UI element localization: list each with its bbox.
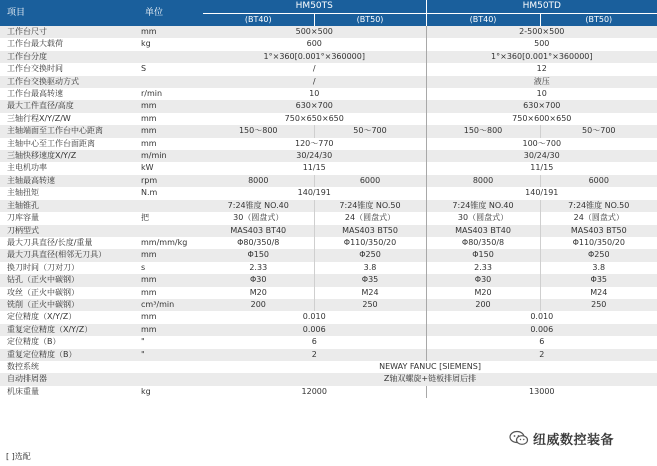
spec-name: 工作台交换驱动方式 — [0, 76, 138, 88]
spec-unit: mm — [138, 113, 203, 125]
spec-unit: mm — [138, 249, 203, 261]
spec-name: 最大刀具直径/长度/重量 — [0, 237, 138, 249]
spec-unit: kW — [138, 162, 203, 174]
spec-row — [0, 262, 657, 274]
spec-name: 攻丝（正火中碳钢） — [0, 287, 138, 299]
spec-unit — [138, 76, 203, 88]
spec-name: 工作台交换时间 — [0, 63, 138, 75]
spec-unit: mm — [138, 324, 203, 336]
spec-unit: " — [138, 336, 203, 348]
spec-name: 主轴端面至工作台中心距离 — [0, 125, 138, 137]
spec-value: 3.8 — [540, 262, 657, 274]
spec-row — [0, 373, 657, 385]
spec-value: Φ80/350/8 — [203, 237, 314, 249]
spec-value: Φ30 — [426, 274, 540, 286]
spec-row — [0, 274, 657, 286]
spec-value: 100～700 — [426, 138, 657, 150]
spec-value: 2-500×500 — [426, 26, 657, 38]
spec-unit: " — [138, 349, 203, 361]
spec-value: 3.8 — [314, 262, 426, 274]
spec-value: 12000 — [203, 386, 426, 398]
header-model-hm50td: HM50TD — [426, 0, 657, 14]
spec-value: M20 — [426, 287, 540, 299]
spec-value: 10 — [203, 88, 426, 100]
spec-value: 500×500 — [203, 26, 426, 38]
spec-name: 主轴最高转速 — [0, 175, 138, 187]
spec-name: 主轴扭矩 — [0, 187, 138, 199]
spec-unit: s — [138, 262, 203, 274]
spec-value: 液压 — [426, 76, 657, 88]
spec-value: 50～700 — [314, 125, 426, 137]
spec-unit: mm — [138, 311, 203, 323]
spec-row — [0, 88, 657, 100]
spec-name: 换刀时间（刀对刀） — [0, 262, 138, 274]
spec-value: 250 — [540, 299, 657, 311]
spec-row — [0, 287, 657, 299]
spec-name: 定位精度（X/Y/Z） — [0, 311, 138, 323]
spec-value: 200 — [426, 299, 540, 311]
spec-row — [0, 361, 657, 373]
spec-value: 11/15 — [426, 162, 657, 174]
spec-value: 8000 — [426, 175, 540, 187]
spec-value: 50～700 — [540, 125, 657, 137]
spec-row — [0, 113, 657, 125]
spec-value: M24 — [540, 287, 657, 299]
spec-value: 24（圆盘式） — [314, 212, 426, 224]
spec-name: 数控系统 — [0, 361, 138, 373]
spec-value: 750×650×650 — [203, 113, 426, 125]
spec-name: 工作台最大载荷 — [0, 38, 138, 50]
spec-row — [0, 212, 657, 224]
spec-value: / — [203, 63, 426, 75]
spec-name: 三轴快移速度X/Y/Z — [0, 150, 138, 162]
spec-value: 0.010 — [426, 311, 657, 323]
spec-value: 10 — [426, 88, 657, 100]
spec-value: 7:24锥度 NO.50 — [314, 200, 426, 212]
header-item: 项目 — [0, 0, 138, 26]
spec-value: Φ110/350/20 — [314, 237, 426, 249]
spec-unit: mm/mm/kg — [138, 237, 203, 249]
spec-value: 30/24/30 — [426, 150, 657, 162]
spec-value: / — [203, 76, 426, 88]
spec-name: 重复定位精度（B） — [0, 349, 138, 361]
spec-value: 6000 — [540, 175, 657, 187]
spec-value: 750×600×650 — [426, 113, 657, 125]
spec-unit: mm — [138, 138, 203, 150]
spec-value: Φ35 — [314, 274, 426, 286]
spec-name: 主轴锥孔 — [0, 200, 138, 212]
spec-value: 0.006 — [426, 324, 657, 336]
spec-name: 铣削（正火中碳钢） — [0, 299, 138, 311]
header-model-hm50ts: HM50TS — [203, 0, 426, 14]
spec-row — [0, 125, 657, 137]
spec-name: 工作台最高转速 — [0, 88, 138, 100]
spec-value: Φ80/350/8 — [426, 237, 540, 249]
spec-unit: rpm — [138, 175, 203, 187]
spec-value: 150～800 — [203, 125, 314, 137]
spec-name: 重复定位精度（X/Y/Z） — [0, 324, 138, 336]
spec-table-body — [0, 26, 657, 398]
spec-value: Φ35 — [540, 274, 657, 286]
spec-value: 250 — [314, 299, 426, 311]
spec-row — [0, 299, 657, 311]
spec-value: M24 — [314, 287, 426, 299]
spec-unit — [138, 225, 203, 237]
spec-row — [0, 237, 657, 249]
spec-name: 定位精度（B） — [0, 336, 138, 348]
spec-value: 6 — [426, 336, 657, 348]
spec-name: 钻孔（正火中碳钢） — [0, 274, 138, 286]
spec-value: 2 — [203, 349, 426, 361]
spec-value: 7:24锥度 NO.40 — [203, 200, 314, 212]
spec-unit: cm³/min — [138, 299, 203, 311]
spec-value: MAS403 BT50 — [314, 225, 426, 237]
spec-value: 6 — [203, 336, 426, 348]
header-row-models — [0, 0, 657, 14]
spec-name: 主电机功率 — [0, 162, 138, 174]
spec-value: Φ250 — [540, 249, 657, 261]
spec-unit — [138, 200, 203, 212]
spec-row — [0, 150, 657, 162]
header-sub-ts-bt40: (BT40) — [203, 14, 314, 27]
spec-value: 30/24/30 — [203, 150, 426, 162]
spec-value: 630×700 — [203, 100, 426, 112]
spec-row — [0, 175, 657, 187]
spec-row — [0, 336, 657, 348]
spec-unit: mm — [138, 125, 203, 137]
spec-value: Z轴双螺旋+链板排屑后排 — [203, 373, 657, 385]
spec-name: 自动排屑器 — [0, 373, 138, 385]
spec-row — [0, 249, 657, 261]
spec-row — [0, 324, 657, 336]
spec-value: 600 — [203, 38, 426, 50]
spec-row — [0, 38, 657, 50]
spec-value: Φ150 — [203, 249, 314, 261]
spec-unit: S — [138, 63, 203, 75]
spec-value: MAS403 BT40 — [426, 225, 540, 237]
spec-unit: mm — [138, 26, 203, 38]
spec-row — [0, 138, 657, 150]
spec-value: Φ150 — [426, 249, 540, 261]
spec-row — [0, 100, 657, 112]
spec-row — [0, 51, 657, 63]
spec-value: MAS403 BT40 — [203, 225, 314, 237]
header-sub-td-bt50: (BT50) — [540, 14, 657, 27]
spec-unit — [138, 361, 203, 373]
spec-value: Φ110/350/20 — [540, 237, 657, 249]
spec-row — [0, 187, 657, 199]
spec-value: 140/191 — [426, 187, 657, 199]
spec-unit: mm — [138, 274, 203, 286]
spec-unit: kg — [138, 386, 203, 398]
spec-value: Φ250 — [314, 249, 426, 261]
spec-row — [0, 200, 657, 212]
spec-value: 13000 — [426, 386, 657, 398]
watermark — [509, 427, 650, 449]
spec-row — [0, 225, 657, 237]
spec-value: 30（圆盘式） — [203, 212, 314, 224]
spec-value: 150～800 — [426, 125, 540, 137]
spec-unit — [138, 373, 203, 385]
spec-value: 24（圆盘式） — [540, 212, 657, 224]
wechat-icon — [509, 430, 529, 446]
spec-value: 12 — [426, 63, 657, 75]
header-sub-td-bt40: (BT40) — [426, 14, 540, 27]
spec-value: NEWAY FANUC [SIEMENS] — [203, 361, 657, 373]
spec-value: 0.010 — [203, 311, 426, 323]
spec-unit — [138, 51, 203, 63]
spec-name: 三轴行程X/Y/Z/W — [0, 113, 138, 125]
spec-unit: r/min — [138, 88, 203, 100]
spec-value: 0.006 — [203, 324, 426, 336]
spec-value: 11/15 — [203, 162, 426, 174]
spec-name: 主轴中心至工作台面距离 — [0, 138, 138, 150]
spec-unit: m/min — [138, 150, 203, 162]
spec-unit: mm — [138, 100, 203, 112]
spec-value: 7:24锥度 NO.50 — [540, 200, 657, 212]
spec-name: 工作台尺寸 — [0, 26, 138, 38]
spec-name: 最大刀具直径(相邻无刀具） — [0, 249, 138, 261]
spec-row — [0, 26, 657, 38]
spec-value: MAS403 BT50 — [540, 225, 657, 237]
spec-row — [0, 349, 657, 361]
spec-name: 刀库容量 — [0, 212, 138, 224]
spec-name: 刀柄型式 — [0, 225, 138, 237]
spec-value: 200 — [203, 299, 314, 311]
spec-value: 2.33 — [203, 262, 314, 274]
spec-value: 500 — [426, 38, 657, 50]
spec-name: 工作台分度 — [0, 51, 138, 63]
spec-value: 8000 — [203, 175, 314, 187]
spec-value: M20 — [203, 287, 314, 299]
watermark-text: 纽威数控装备 — [533, 432, 615, 448]
spec-row — [0, 76, 657, 88]
spec-value: 120～770 — [203, 138, 426, 150]
footnote: [ ]选配 — [6, 452, 31, 461]
spec-value: 30（圆盘式） — [426, 212, 540, 224]
spec-value: 630×700 — [426, 100, 657, 112]
spec-value: 1°×360[0.001°×360000] — [203, 51, 426, 63]
spec-value: Φ30 — [203, 274, 314, 286]
header-sub-ts-bt50: (BT50) — [314, 14, 426, 27]
spec-value: 7:24锥度 NO.40 — [426, 200, 540, 212]
spec-unit: 把 — [138, 212, 203, 224]
spec-row — [0, 386, 657, 398]
spec-row — [0, 311, 657, 323]
spec-value: 6000 — [314, 175, 426, 187]
spec-unit: kg — [138, 38, 203, 50]
spec-name: 最大工件直径/高度 — [0, 100, 138, 112]
spec-value: 2.33 — [426, 262, 540, 274]
spec-value: 140/191 — [203, 187, 426, 199]
header-unit: 单位 — [138, 0, 203, 26]
spec-unit: N.m — [138, 187, 203, 199]
spec-unit: mm — [138, 287, 203, 299]
spec-row — [0, 63, 657, 75]
spec-row — [0, 162, 657, 174]
spec-name: 机床重量 — [0, 386, 138, 398]
spec-value: 1°×360[0.001°×360000] — [426, 51, 657, 63]
spec-value: 2 — [426, 349, 657, 361]
